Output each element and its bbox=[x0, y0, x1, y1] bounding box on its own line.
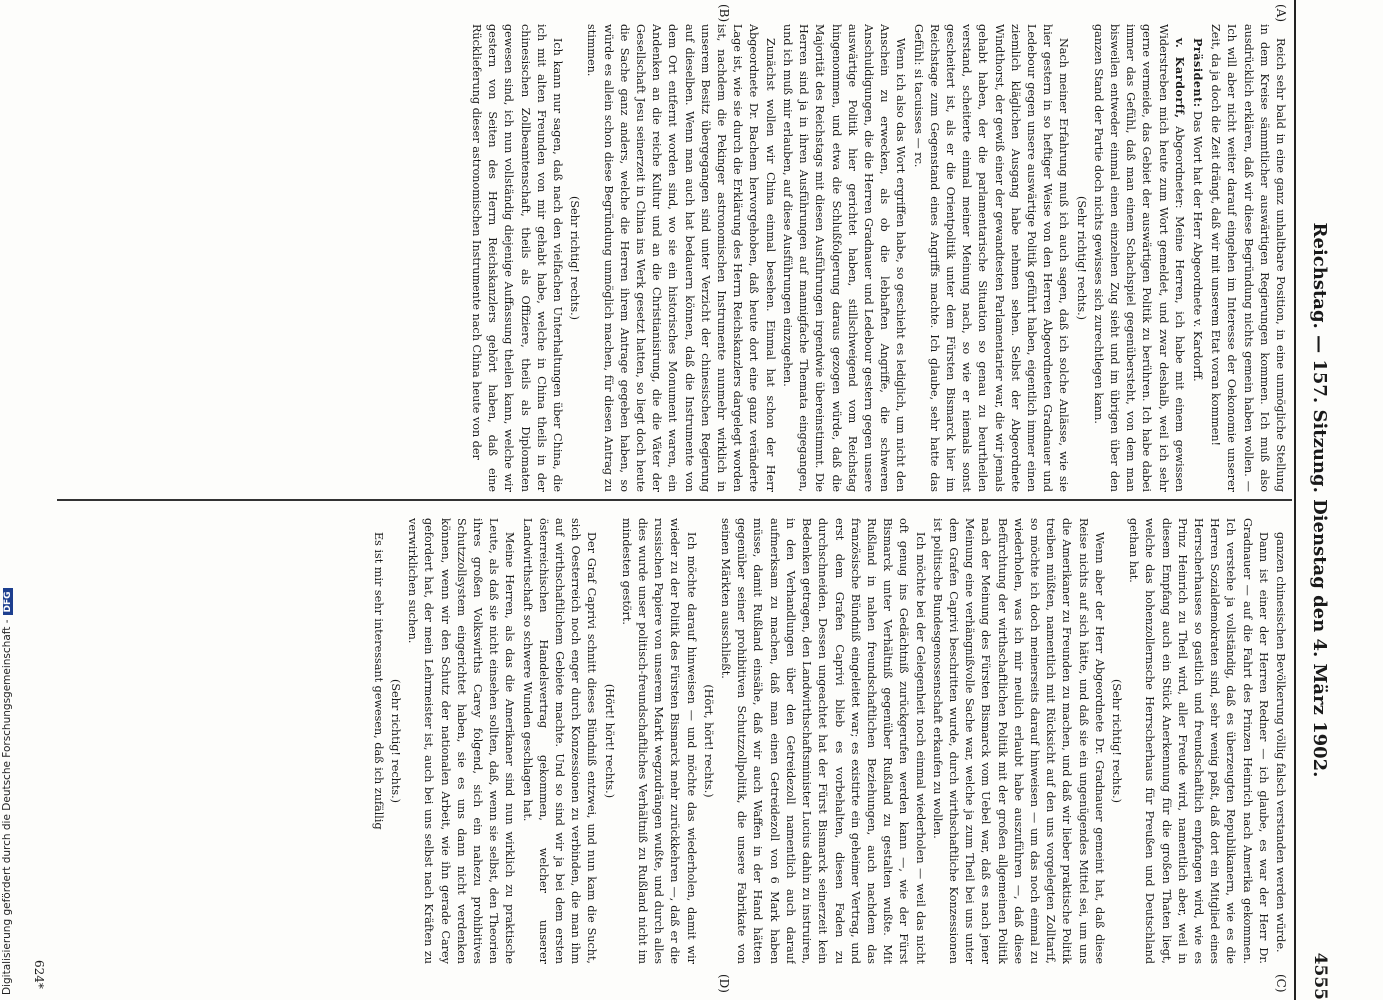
body-paragraph: Ich möchte bei der Gelegenheit noch einmal wiederholen — weil das nicht oft genug ins Gedächtniß zurückgerufen werden kann —, wie der Fürst Bismarck unter Verhältniß gegenüber Rußland zu gestalten wußte. Mit Rußland in nahen freundschaftlichen Beziehungen, auch nachdem das französische Bündniß eingeleitet war; es existirte ein geheimer Vertrag, und erst dem Grafen Caprivi blieb es vorbehalten, diesen Faden zu durchschneiden. Dessen ungeachtet hat der Fürst Bismarck seinerzeit kein Bedenken getragen, den Landwirthschaftsminister Lucius dahin zu instruiren, in den Verhandlungen über den Getreidezoll namentlich auch darauf aufmerksam zu machen, daß man einen Getreidezoll von 6 Mark haben müsse, damit Rußland einsähe, daß wir auch Waffen in der Hand hätten gegenüber seiner prohibitiven Schutzzollpolitik, die unsere Fabrikate von seinen Märkten ausschließt. bbox=[719, 518, 927, 964]
page-number: 4555 bbox=[1310, 952, 1330, 1000]
header-rule bbox=[1294, 0, 1296, 1000]
speaker-name: v. Kardorff, bbox=[1172, 38, 1187, 119]
applause-note: (Sehr richtig! rechts.) bbox=[1074, 195, 1088, 321]
body-paragraph: Dann ist einer der Herren Redner — ich glaube, es war der Herr Dr. Gradnauer — auf die Fahrt des Prinzen Heinrich nach Amerika gekommen. Ich verstehe ja vollständig, daß es überzeugten Republikanern, wie es die Herren Sozialdemokraten sind, sehr wenig paßt, daß dort ein Mitglied eines Herrscherhauses so gastlich und freundschaftlich empfangen wird, wie es Prinz Heinrich zu Theil wird, aller Freude wird, namentlich aber, weil in diesem Empfang auch ein Stück Anerkennung für die großen Thaten liegt, welche das hohenzollernsche Herrscherhaus für Preußen und Deutschland gethan hat. bbox=[1127, 518, 1270, 964]
body-paragraph: Der Graf Caprivi schnitt dieses Bündniß entzwei, und nun kam die Sucht, sich Oesterreich noch enger durch Konzessionen zu verbinden, die man ihm auf wirthschaftlichem Gebiete machte. Und so sind wir ja bei dem ersten österreichischen Handelsvertrag gekommen, welcher unserer Landwirthschaft so schwere Wunden geschlagen hat. bbox=[520, 518, 599, 964]
body-paragraph: Es ist mir sehr interessant gewesen, daß ich zufällig bbox=[371, 532, 385, 830]
body-paragraph: Meine Herren, als das die Amerikaner sind nun wirklich zu praktische Leute, als daß sie nicht einsehen sollten, daß, wenn sie selbst, den Theorien ihres großen Volkswirths Carey folgend, sich ein nahezu prohibitives Schutzzollsystem eingerichtet haben, sie es uns dann nicht verdenken können, wenn wir den Schutz der nationalen Arbeit, wie ihn gerade Carey gefordert hat, der mein Lehrmeister ist, auch bei uns selbst nach Kräften zu verwirklichen suchen. bbox=[406, 518, 517, 964]
rotated-page-content bbox=[6, 0, 1336, 1000]
applause-note: (Hört, hört! rechts.) bbox=[701, 684, 715, 798]
column-divider bbox=[57, 499, 1292, 501]
body-paragraph: Wenn ich also das Wort ergriffen habe, so geschieht es lediglich, um nicht den Anschein zu erwecken, als ob die lebhaften Angriffe, die schweren Anschuldigungen, die die Herren Gradnauer und Ledebour gestern gegen unsere auswärtige Politik hier gerichtet haben, stillschweigend vom Reichstag hingenommen, und etwa die Schlußfolgerung daraus gezogen würde, daß die Majorität des Reichstags mit diesen Ausführungen irgendwie übereinstimmt. Die Herren sind ja in ihren Ausführungen auf mannigfache Themata eingegangen, und ich muß mir erlauben, auf diese Ausführungen einzugehen. bbox=[780, 24, 908, 492]
body-paragraph: Ich kann nur sagen, daß nach den vielfachen Unterhaltungen über China, die ich mit alten Freunden von mir gehabt habe, welche in China theils in der chinesischen Zollbeamtenschaft, theils als Offiziere, theils als Diplomaten gewesen sind, ich nun vollständig diejenige Auffassung theilen kann, welche wir gestern von Seiten des Herrn Reichskanzlers gehört haben, daß eine Rücklieferung dieser astronomischen Instrumente nach China heute von der bbox=[470, 24, 565, 492]
footer-credit-text: Digitalisierung gefördert durch die Deutsche Forschungsgemeinschaft - bbox=[1, 619, 13, 995]
footer-credit bbox=[1, 5, 13, 995]
body-paragraph: Zunächst wollen wir China einmal besehen. Einmal hat schon der Herr Abgeordnete Dr. Bachem hervorgehoben, daß heute dort eine ganz veränderte Lage ist, wie sie durch die Erklärung des Herrn Reichskanzlers dargelegt worden ist, nachdem die Pekinger astronomischen Instrumente nunmehr wirklich in unserem Besitz übergegangen sind unter Verzicht der chinesischen Regierung auf dieselben. Wenn man auch hat bedauern können, daß die Instrumente von dem Ort entfernt worden sind, wo sie ein historisches Monument waren, ein Andenken an die reiche Kultur und an die Christianisirung, die die Väter der Gesellschaft Jesu seinerzeit in China ins Werk gesetzt hatten, so liegt doch heute die Sache ganz anders, welche die Herren ihrem Antrage gegeben haben, so würde es allein schon diese Begründung unmöglich machen, für diesen Antrag zu stimmen. bbox=[585, 24, 777, 492]
running-head: Reichstag. — 157. Sitzung. Dienstag den 4. März 1902. bbox=[1309, 222, 1330, 778]
speech-text: Das Wort hat der Herr Abgeordnete v. Kardorff. bbox=[1190, 107, 1204, 382]
body-paragraph: Wenn aber der Herr Abgeordnete Dr. Gradnauer gemeint hat, daß diese Reise nichts auf sich hätte, und daß sie ein ungenügendes Mittel sei, um uns die Amerikaner zu Freunden zu machen, und daß wir lieber praktische Politik treiben müßten, namentlich mit Rücksicht auf den uns vorgelegten Zolltarif, so möchte ich doch meinerseits darauf hinweisen — um das noch einmal zu wiederholen, was ich mir neulich erlaubt habe auszuführen —, daß diese Befürchtung der wirthschaftlichen Politik mit der großen allgemeinen Politik nach der Meinung des Fürsten Bismarck vom Uebel war, daß es nach jener Meinung eine verhängnißvolle Sache war, welche ja zum Theil bei uns unter dem Grafen Caprivi beschritten wurde, durch wirthschaftliche Konzessionen ist politische Bundesgenossenschaft erkaufen zu wollen. bbox=[930, 518, 1106, 964]
page-header bbox=[1296, 0, 1336, 1000]
speech-text: Abgeordneter: Meine Herren, ich habe mit einem gewissen Widerstreben mich heute zum Wort gemeldet, und zwar deshalb, weil ich sehr gerne vermeide, das Gebiet der auswärtigen Politik zu berühren. Ich habe dabei immer das Gefühl, daß man einem Schachspiel gegenübersteht, von dem man bisweilen entweder einmal einen einzelnen Zug sieht und im übrigen über den ganzen Stand der Partie doch nichts gewisses sich zurechtlegen kann. bbox=[1091, 24, 1186, 492]
margin-marker-b: (B) bbox=[717, 4, 731, 23]
dfg-logo: DFG bbox=[3, 588, 13, 615]
body-paragraph: Reich sehr bald in eine ganz unhaltbare Position, in eine unmögliche Stellung in dem Kreise sämmtlicher auswärtigen Regierungen kommen. Ich muß also ausdrücklich erklären, daß wir diese Begründung nichts gemein haben wollen. — Ich will aber nicht weiter darauf eingehen im Interesse der Oekonomie unserer Zeit, da ja doch die Zeit drängt, daß wir mit unserem Etat voran kommen! bbox=[1209, 24, 1287, 492]
body-paragraph: Ich möchte darauf hinweisen — und möchte das wiederholen, damit wir wieder zu der Politik des Fürsten Bismarck mehr zurückkehren —, daß er die russischen Papiere von unserem Markt wegzudrängen wußte, und durch alles dies wurde unser politisch-freundschaftliches Verhältniß zu Rußland nicht im mindesten gestört. bbox=[619, 518, 698, 964]
margin-marker-d: (D) bbox=[717, 974, 731, 993]
margin-marker-c: (C) bbox=[1274, 974, 1288, 993]
speaker-name: Präsident: bbox=[1190, 38, 1205, 108]
footer-strip bbox=[1, 0, 15, 1000]
applause-note: (Hört! hört! rechts.) bbox=[602, 683, 616, 799]
page-signature: 624* bbox=[32, 960, 46, 989]
body-paragraph: ganzen chinesischen Bevölkerung völlig falsch verstanden werden würde. bbox=[1274, 532, 1287, 953]
right-text-column bbox=[58, 518, 1288, 964]
left-text-column bbox=[58, 24, 1288, 492]
margin-marker-a: (A) bbox=[1274, 4, 1288, 23]
applause-note: (Sehr richtig! rechts.) bbox=[568, 195, 582, 321]
applause-note: (Sehr richtig! rechts.) bbox=[389, 678, 403, 804]
applause-note: (Sehr richtig! rechts.) bbox=[1109, 678, 1123, 804]
speaker-paragraph bbox=[1189, 24, 1206, 492]
speaker-paragraph bbox=[1090, 24, 1188, 492]
body-paragraph: Nach meiner Erfahrung muß ich auch sagen, daß ich solche Anlässe, wie sie hier gestern in so heftiger Weise von den Herren Abgeordneten Gradnauer und Ledebour gegen unsere auswärtige Politik geführt haben, eigentlich immer einen ziemlich kläglichen Ausgang habe nehmen sehen. Selbst der Abgeordnete Windthorst, der gewiß einer der gewandtesten Parlamentarier war, die wir jemals gehabt haben, der die parlamentarische Situation so genau zu beurtheilen verstand, scheiterte einmal meiner Meinung nach, so wie er niemals sonst gescheitert ist, als er die Orientpolitik unter dem Fürsten Bismarck hier im Reichstage zum Gegenstand eines Angriffs machte. Ich glaube, sehr hatte das Gefühl: si tacuisses — rc. bbox=[911, 24, 1071, 492]
